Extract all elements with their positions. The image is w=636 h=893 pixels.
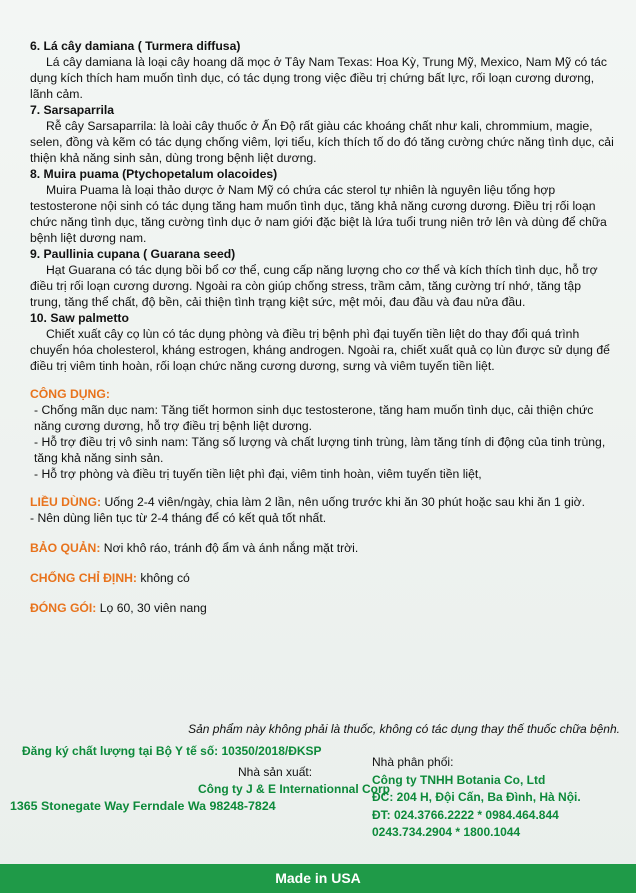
distributor-phone-2: 0243.734.2904 * 1800.1044: [372, 825, 521, 839]
packaging-text: Lọ 60, 30 viên nang: [96, 601, 207, 615]
section-title: 6. Lá cây damiana ( Turmera diffusa): [30, 39, 241, 53]
section-saw-palmetto: [30, 310, 614, 374]
distributor-name: Công ty TNHH Botania Co, Ltd: [372, 772, 546, 787]
storage-text: Nơi khô ráo, tránh độ ẩm và ánh nắng mặt trời.: [100, 541, 359, 555]
section-text: Rễ cây Sarsaparrila: là loài cây thuốc ở Ấn Độ rất giàu các khoáng chất như kali, chrommium, magie, selen, đồng và kẽm có tác dụng chống viêm, lợi tiểu, kích thích tố do đó tăng cường chức năng tình dục, cải thiện khả năng sinh sản, dùng trong bệnh liệt dương.: [30, 119, 614, 165]
main-content: [30, 38, 614, 620]
manufacturer-name: Công ty J & E Internationnal Corp: [198, 782, 391, 796]
section-damiana: [30, 38, 614, 102]
manufacturer-label: Nhà sản xuất:: [238, 765, 313, 779]
disclaimer-notice: Sản phẩm này không phải là thuốc, không có tác dụng thay thế thuốc chữa bệnh.: [188, 722, 620, 736]
storage-section: [30, 540, 614, 556]
uses-item: - Hỗ trợ phòng và điều trị tuyến tiền liệt phì đại, viêm tinh hoàn, viêm tuyến tiền liệt,: [34, 467, 482, 481]
dosage-note: - Nên dùng liên tục từ 2-4 tháng để có kết quả tốt nhất.: [30, 511, 327, 525]
uses-item: - Chống mãn dục nam: Tăng tiết hormon sinh dục testosterone, tăng ham muốn tình dục, cải thiện chức năng cương dương, hỗ trợ điều trị bệnh liệt dương.: [34, 403, 594, 433]
packaging-section: [30, 600, 614, 616]
section-text: Hạt Guarana có tác dụng bồi bổ cơ thể, cung cấp năng lượng cho cơ thể và kích thích tình dục, hỗ trợ điều trị rối loạn cương dương. Ngoài ra còn giúp chống stress, trầm cảm, tăng cường trí nhớ, tăng tập trung, tăng thể chất, độ bền, cải thiện tình trạng kiệt sức, mệt mỏi, đau đầu và đau nửa đầu.: [30, 263, 598, 309]
section-text: Lá cây damiana là loại cây hoang dã mọc ở Tây Nam Texas: Hoa Kỳ, Trung Mỹ, Mexico, Nam Mỹ có tác dụng kích thích ham muốn tình dục, có tác dụng trong việc điều trị chứng bất lực, rối loạn cương dương, lãnh cảm.: [30, 55, 607, 101]
made-in-footer: Made in USA: [0, 864, 636, 893]
packaging-heading: ĐÓNG GÓI:: [30, 601, 97, 615]
section-sarsaparrila: [30, 102, 614, 166]
section-text: Chiết xuất cây cọ lùn có tác dụng phòng và điều trị bệnh phì đại tuyến tiền liệt do thay đổi quá trình chuyển hóa cholesterol, kháng estrogen, kháng androgen. Ngoài ra, chiết xuất quả cọ lùn được sử dụng để điều trị viêm tinh hoàn, rối loạn chức năng cương dương, sưng và viêm tuyến tiền liệt.: [30, 327, 610, 373]
section-title: 7. Sarsaparrila: [30, 103, 115, 117]
dosage-heading: LIỀU DÙNG:: [30, 495, 102, 509]
section-text: Muira Puama là loại thảo dược ở Nam Mỹ có chứa các sterol tự nhiên là nguyên liệu tổng hợp testosterone nội sinh có tác dụng tăng ham muốn tình dục, tăng khả năng cương dương. Điều trị rối loạn chức năng tình dục, tăng cường tình dục ở nam giới đặc biệt là lứa tuổi trung niên trở lên và dùng để chữa bệnh liệt dương nam.: [30, 183, 607, 245]
dosage-text: Uống 2-4 viên/ngày, chia làm 2 lần, nên uống trước khi ăn 30 phút hoặc sau khi ăn 1 giờ.: [101, 495, 586, 509]
section-muira-puama: [30, 166, 614, 246]
distributor-phone-1: ĐT: 024.3766.2222 * 0984.464.844: [372, 807, 559, 822]
uses-heading: CÔNG DỤNG:: [30, 387, 110, 401]
contraindication-section: [30, 570, 614, 586]
registration-number: Đăng ký chất lượng tại Bộ Y tế số: 10350/2018/ĐKSP: [22, 744, 322, 758]
contraindication-heading: CHỐNG CHỈ ĐỊNH:: [30, 571, 137, 585]
dosage-section: [30, 494, 614, 526]
distributor-info: [372, 754, 627, 842]
manufacturer-address: 1365 Stonegate Way Ferndale Wa 98248-7824: [10, 799, 276, 813]
distributor-address: ĐC: 204 H, Đội Cấn, Ba Đình, Hà Nội.: [372, 790, 581, 804]
distributor-label: Nhà phân phối:: [372, 755, 454, 769]
contraindication-text: không có: [136, 571, 190, 585]
uses-item: - Hỗ trợ điều trị vô sinh nam: Tăng số lượng và chất lượng tinh trùng, làm tăng tính di động của tinh trùng, tăng khả năng sinh sản.: [34, 435, 606, 465]
storage-heading: BẢO QUẢN:: [30, 541, 101, 555]
section-title: 10. Saw palmetto: [30, 311, 129, 325]
section-guarana: [30, 246, 614, 310]
section-title: 9. Paullinia cupana ( Guarana seed): [30, 247, 236, 261]
section-title: 8. Muira puama (Ptychopetalum olacoides): [30, 167, 278, 181]
uses-section: [30, 386, 614, 482]
